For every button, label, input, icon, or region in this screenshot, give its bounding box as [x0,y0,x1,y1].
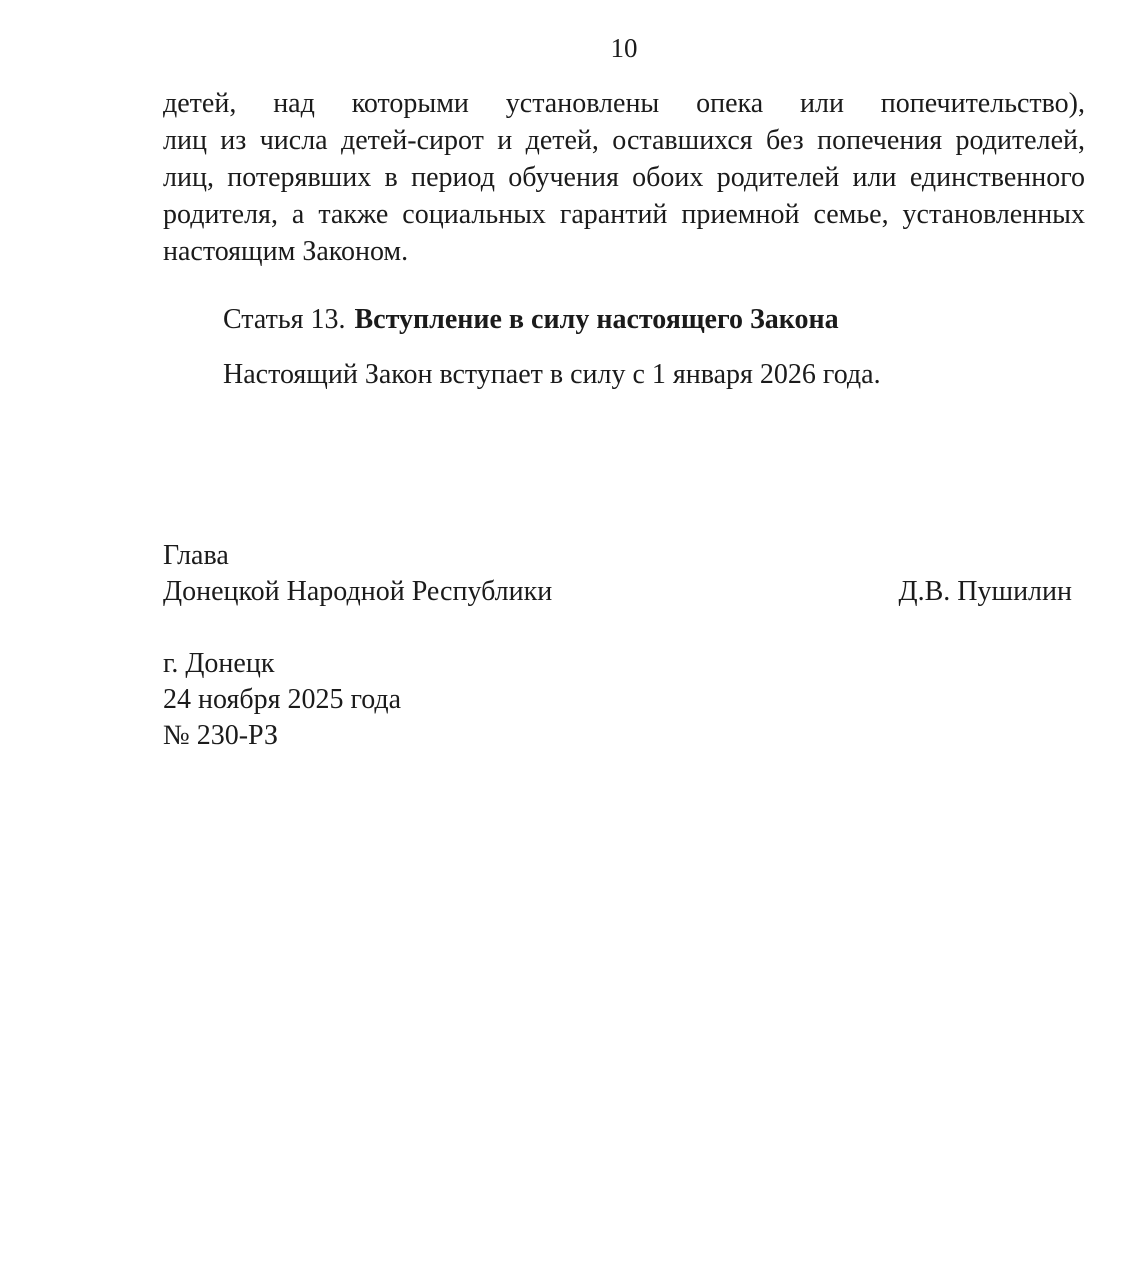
continuation-paragraph [163,85,1085,270]
signature-block [163,538,1085,754]
signature-spacer [163,610,1085,646]
signature-date: 24 ноября 2025 года [163,684,402,715]
signatory-office-line-2: Донецкой Народной Республики [163,576,553,607]
article-title: Вступление в силу настоящего Закона [354,304,839,335]
signatory-office-signer-line [163,574,1085,610]
text-column [163,0,1085,754]
signer-name: Д.В. Пушилин [898,576,1072,607]
paragraph-line: детей, над которыми установлены опека или попечительство), [163,88,1085,119]
paragraph-line: настоящим Законом. [163,236,409,267]
article-body-paragraph: Настоящий Закон вступает в силу с 1 января 2026 года. [223,359,881,390]
signatory-office-line-1: Глава [163,540,229,571]
article-heading [163,301,1085,338]
paragraph-line: родителя, а также социальных гарантий приемной семье, установленных [163,199,1085,230]
paragraph-line: лиц, потерявших в период обучения обоих родителей или единственного [163,162,1085,193]
signature-city: г. Донецк [163,648,275,679]
paragraph-line: лиц из числа детей-сирот и детей, оставшихся без попечения родителей, [163,125,1085,156]
page-number: 10 [610,33,638,63]
document-number: № 230-РЗ [163,720,278,751]
article-number-label: Статья 13. [223,304,346,335]
